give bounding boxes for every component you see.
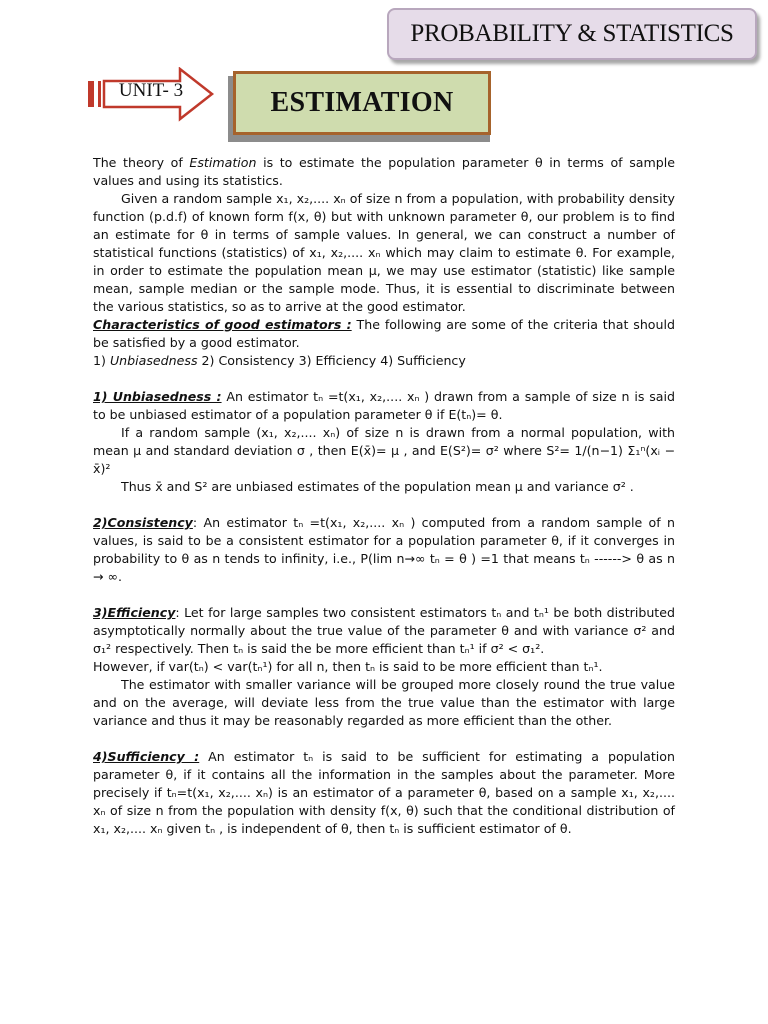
document-title: PROBABILITY & STATISTICS [410, 20, 734, 47]
document-body [93, 154, 675, 838]
criteria-list: 1) Unbiasedness 2) Consistency 3) Efficiency 4) Sufficiency [93, 353, 466, 368]
consistency-heading: 2)Consistency [93, 515, 193, 530]
unbiasedness-heading: 1) Unbiasedness : [93, 389, 222, 404]
efficiency-heading: 3)Efficiency [93, 605, 176, 620]
efficiency-paragraph-2: However, if var(tₙ) < var(tₙ¹) for all n, then tₙ is said to be more efficient than tₙ¹. [93, 659, 603, 674]
chapter-title-box [233, 71, 491, 135]
efficiency-paragraph: 3)Efficiency: Let for large samples two consistent estimators tₙ and tₙ¹ be both distributed asymptotically normally about the true value of the parameter θ and with variance σ² and σ₁² respectively. Then tₙ is said the be more efficient than tₙ¹ if σ² < σ₁². [93, 605, 675, 656]
unit-label: UNIT- 3 [118, 80, 184, 101]
consistency-paragraph: 2)Consistency: An estimator tₙ =t(x₁, x₂,.... xₙ ) computed from a random sample of n values, is said to be a consistent estimator for a population parameter θ, if it converges in probability to θ as n tends to infinity, i.e., P(lim n→∞ tₙ = θ ) =1 that means tₙ ------> θ as n → ∞. [93, 515, 675, 584]
unbiasedness-paragraph-2: If a random sample (x₁, x₂,.... xₙ) of size n is drawn from a normal population, with mean μ and standard deviation σ , then E(x̄)= μ , and E(S²)= σ² where S²= 1/(n−1) Σ₁ⁿ(xᵢ − x̄)² [93, 425, 675, 476]
header-banner [387, 8, 757, 60]
unbiasedness-paragraph: 1) Unbiasedness : An estimator tₙ =t(x₁, x₂,.... xₙ ) drawn from a sample of size n is said to be unbiased estimator of a population parameter θ if E(tₙ)= θ. [93, 389, 675, 422]
efficiency-paragraph-3: The estimator with smaller variance will be grouped more closely round the true value and on the average, will deviate less from the true value than the estimator with large variance and thus it may be reasonably regarded as more efficient than the other. [93, 677, 675, 728]
sufficiency-heading: 4)Sufficiency : [93, 749, 200, 764]
intro-paragraph: The theory of Estimation is to estimate the population parameter θ in terms of sample values and using its statistics. [93, 155, 675, 188]
chapter-title: ESTIMATION [270, 87, 454, 118]
sufficiency-paragraph: 4)Sufficiency : An estimator tₙ is said to be sufficient for estimating a population parameter θ, if it contains all the information in the samples about the parameter. More precisely if tₙ=t(x₁, x₂,.... xₙ) is an estimator of a parameter θ, based on a sample x₁, x₂,.... xₙ of size n from the population with density f(x, θ) such that the conditional distribution of x₁, x₂,.... xₙ given tₙ , is independent of θ, then tₙ is sufficient estimator of θ. [93, 749, 675, 836]
characteristics-paragraph: Characteristics of good estimators : The following are some of the criteria that should be satisfied by a good estimator. [93, 317, 675, 350]
characteristics-heading: Characteristics of good estimators : [93, 317, 352, 332]
intro-paragraph-2: Given a random sample x₁, x₂,.... xₙ of size n from a population, with probability density function (p.d.f) of known form f(x, θ) but with unknown parameter θ, our problem is to find an estimate for θ in terms of sample values. In general, we can construct a number of statistical functions (statistics) of x₁, x₂,.... xₙ which may claim to estimate θ. For example, in order to estimate the population mean μ, we may use estimator (statistic) like sample mean, sample median or the sample mode. Thus, it is essential to discriminate between the various statistics, so as to arrive at the good estimator. [93, 191, 675, 314]
unbiasedness-paragraph-3: Thus x̄ and S² are unbiased estimates of the population mean μ and variance σ² . [121, 479, 634, 494]
